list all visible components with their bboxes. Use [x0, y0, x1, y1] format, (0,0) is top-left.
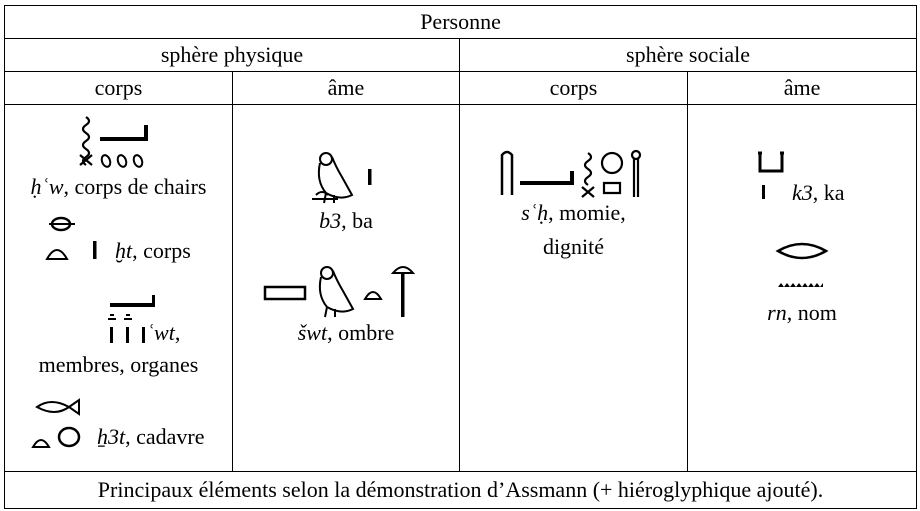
- header-ame-physique: âme: [233, 72, 460, 105]
- cell-sociale-ame: [688, 105, 917, 472]
- gloss-swt: , ombre: [327, 320, 395, 345]
- gloss-haw: , corps de chairs: [63, 174, 207, 199]
- header-sphere-physique: sphère physique: [5, 39, 460, 72]
- entry-h3t: [5, 395, 232, 453]
- translit-swt: šwt: [297, 320, 328, 345]
- gloss-ba: , ba: [341, 208, 373, 233]
- translit-sah: sʿḥ: [521, 200, 549, 225]
- person-table: [4, 5, 917, 509]
- entry-awt: [5, 293, 232, 379]
- gloss-dignite: dignité: [542, 234, 605, 259]
- gloss-membres: membres, organes: [38, 352, 199, 377]
- entry-haw: [5, 113, 232, 201]
- translit-h3t: ẖ3t: [97, 424, 126, 449]
- entry-ht: [5, 213, 232, 265]
- cell-sociale-corps: [460, 105, 688, 472]
- gloss-sah: , momie,: [548, 200, 626, 225]
- translit-awt: ʿwt: [146, 320, 175, 345]
- hieroglyph-placenta-icon: [43, 213, 153, 235]
- translit-ka: k3: [792, 180, 813, 205]
- header-corps-physique: corps: [5, 72, 233, 105]
- gloss-rn: , nom: [786, 300, 837, 325]
- hieroglyph-bread-flesh-icon: [31, 421, 91, 451]
- hieroglyph-rn-icon: [772, 243, 832, 299]
- header-corps-sociale: corps: [460, 72, 688, 105]
- header-sphere-sociale: sphère sociale: [460, 39, 917, 72]
- entry-rn: [688, 243, 916, 327]
- hieroglyph-ba-bird-icon: [306, 151, 386, 207]
- entry-swt: [233, 265, 459, 347]
- table-title: Personne: [5, 6, 917, 39]
- translit-ba: b3: [319, 208, 342, 233]
- hieroglyph-fish-icon: [9, 395, 119, 421]
- gloss-awt: ,: [174, 320, 181, 345]
- translit-haw: ḥʿw: [30, 174, 64, 199]
- cell-physique-ame: [233, 105, 460, 472]
- hieroglyph-sah-icon: [494, 149, 654, 199]
- gloss-ka: , ka: [812, 180, 845, 205]
- hieroglyph-bread-stroke-icon: [45, 239, 115, 263]
- gloss-ht: , corps: [132, 238, 191, 263]
- hieroglyph-haw-icon: [64, 113, 174, 173]
- entry-ba: [233, 151, 459, 235]
- entry-ka: [688, 149, 916, 209]
- cell-physique-corps: [5, 105, 233, 472]
- translit-ht: ḫt: [115, 238, 133, 263]
- translit-rn: rn: [767, 300, 787, 325]
- table-footer: Principaux éléments selon la démonstration d’Assmann (+ hiéroglyphique ajouté).: [5, 472, 917, 509]
- header-ame-sociale: âme: [688, 72, 917, 105]
- hieroglyph-shadow-icon: [261, 265, 431, 319]
- entry-sah: [460, 149, 687, 261]
- gloss-h3t: , cadavre: [125, 424, 205, 449]
